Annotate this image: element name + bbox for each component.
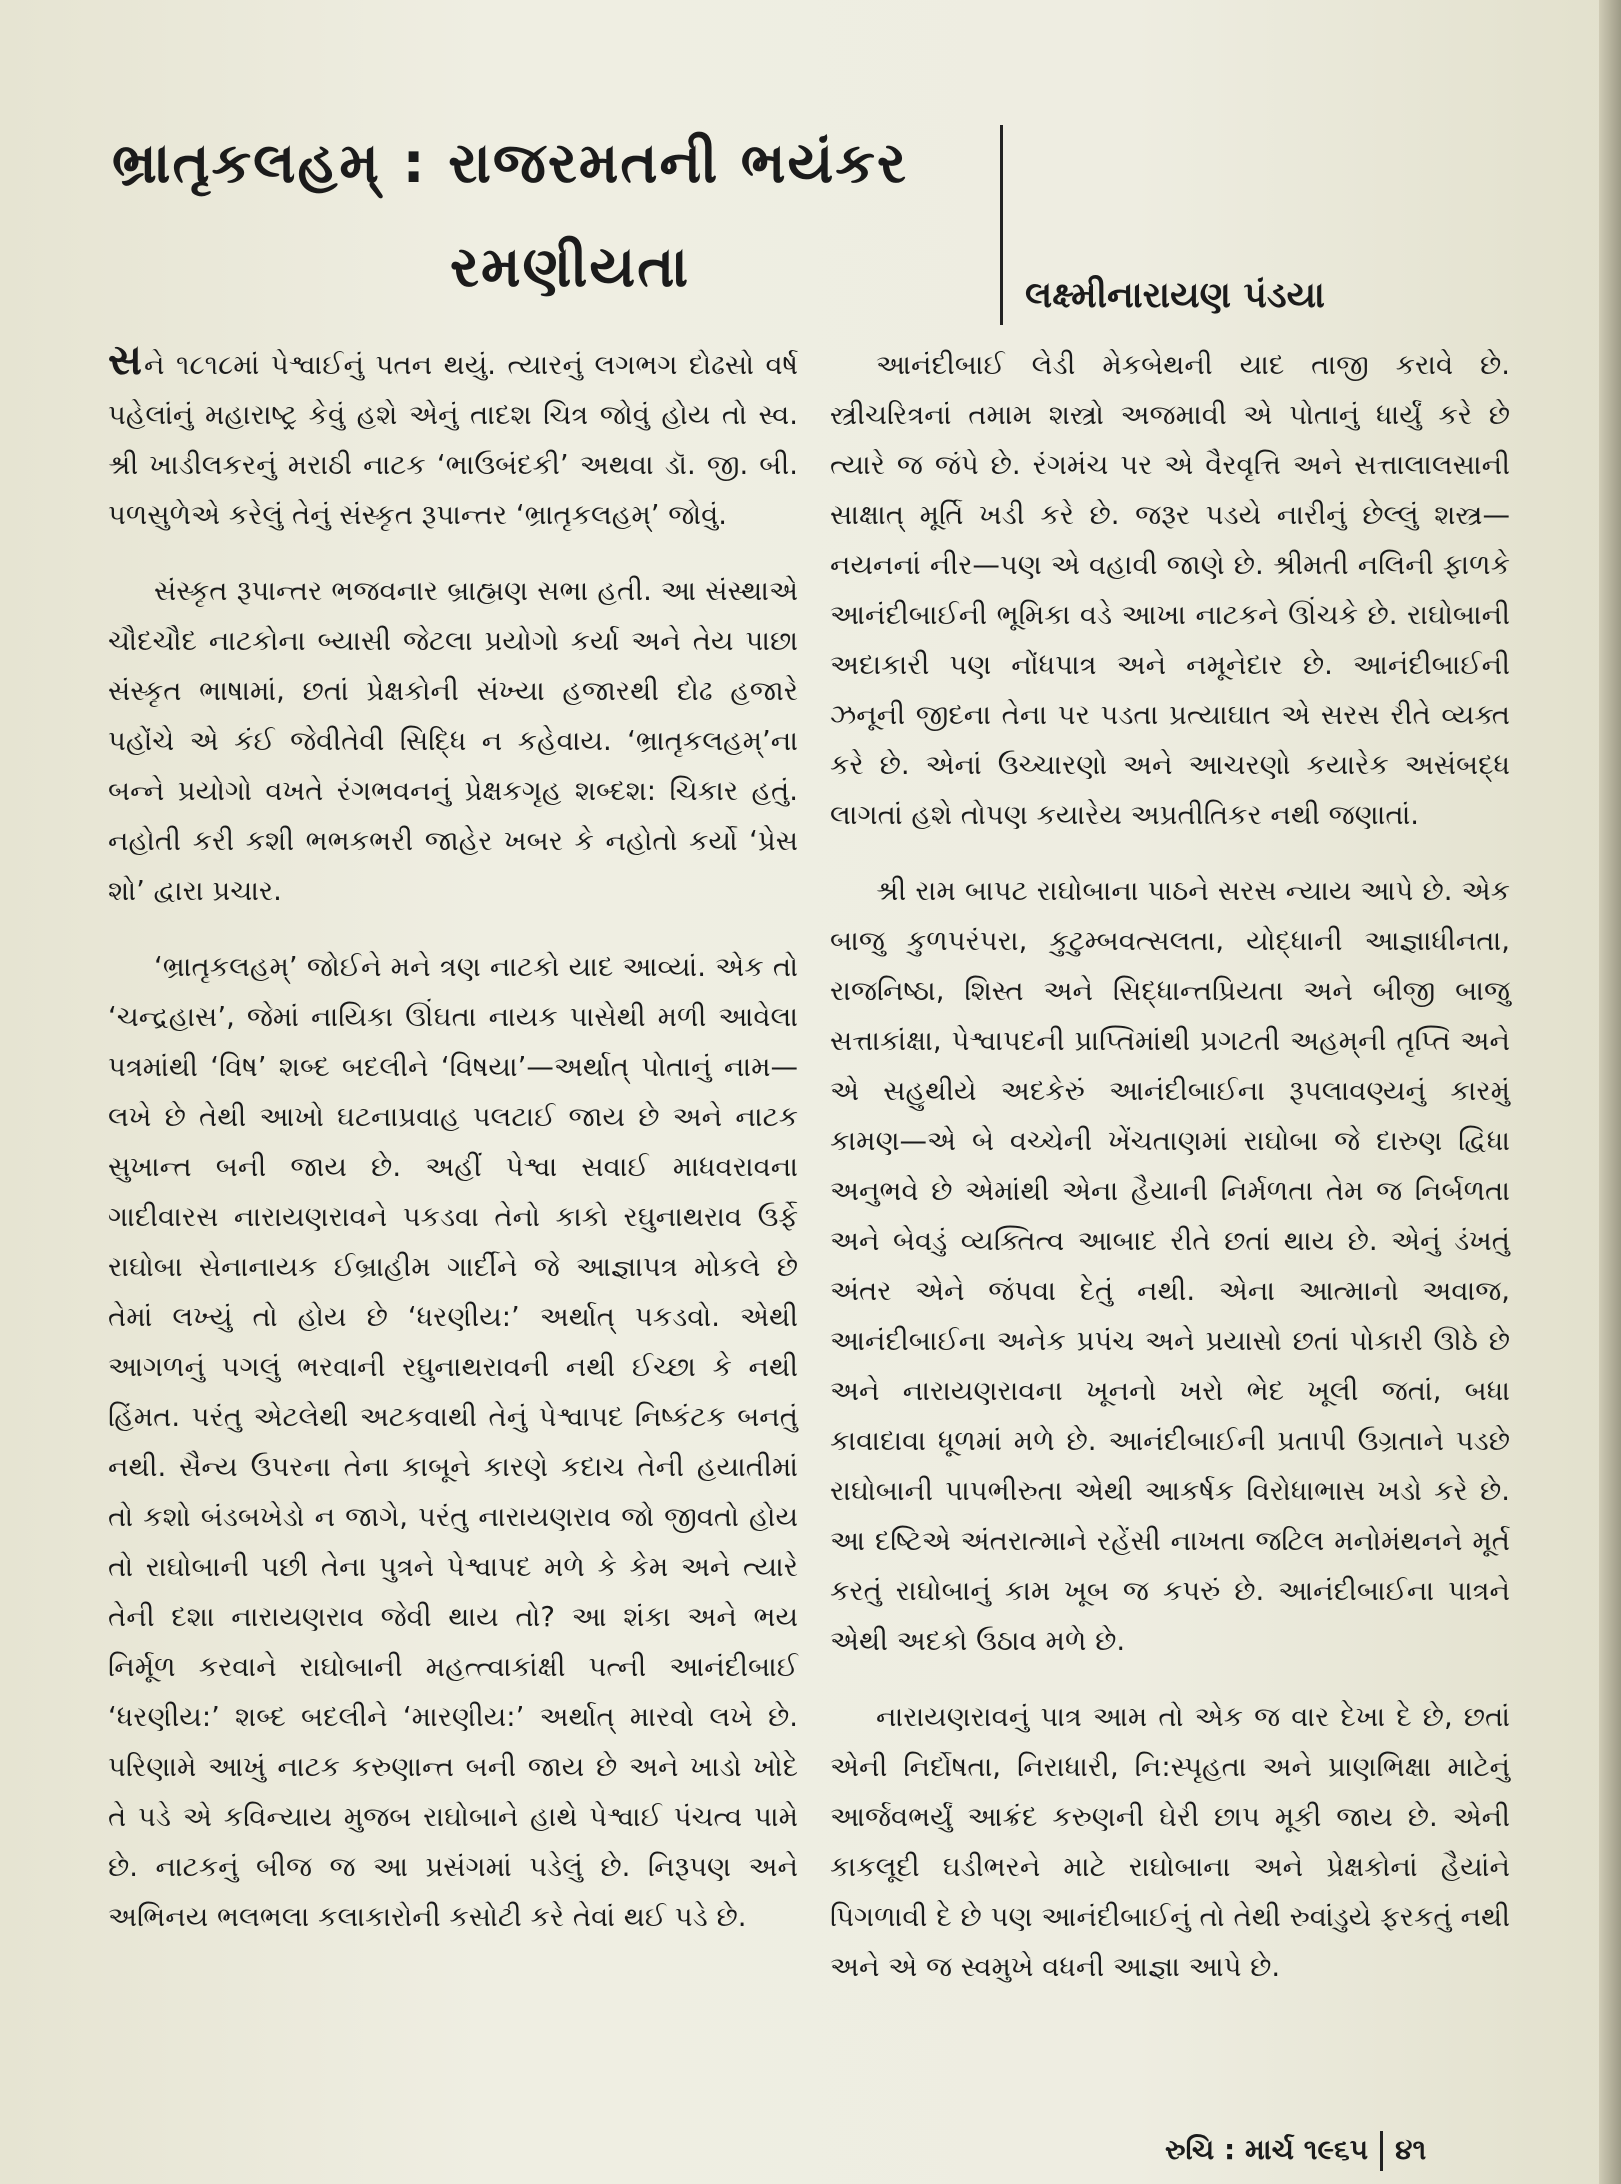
footer-divider: [1380, 2131, 1383, 2171]
drop-cap: સ: [108, 335, 143, 384]
article-title-line2: રમણીયતા: [450, 235, 691, 300]
paragraph: સંસ્કૃત રૂપાન્તર ભજવનાર બ્રાહ્મણ સભા હતી. આ સંસ્થાએ ચૌદચૌદ નાટકોના બ્યાસી જેટલા પ્રયોગો કર્યા અને તેય પાછા સંસ્કૃત ભાષામાં, છતાં પ્રેક્ષકોની સંખ્યા હજારથી દોઢ હજારે પહોંચે એ કંઈ જેવીતેવી સિદ્ધિ ન કહેવાય. ‘ભ્રાતૃકલહમ્’ના બન્ને પ્રયોગો વખતે રંગભવનનું પ્રેક્ષકગૃહ શબ્દશ: ચિકાર હતું. નહોતી કરી કશી ભભકભરી જાહેર ખબર કે નહોતો કર્યો ‘પ્રેસ શો’ દ્વારા પ્રચાર.: [108, 575, 798, 907]
left-column: [108, 335, 798, 1942]
paragraph: આનંદીબાઈ લેડી મેકબેથની યાદ તાજી કરાવે છે. સ્ત્રીચરિત્રનાં તમામ શસ્ત્રો અજમાવી એ પોતાનું ધાર્યું કરે છે ત્યારે જ જંપે છે. રંગમંચ પર એ વૈરવૃત્તિ અને સત્તાલાલસાની સાક્ષાત્ મૂર્તિ ખડી કરે છે. જરૂર પડયે નારીનું છેલ્લું શસ્ત્ર—નયનનાં નીર—પણ એ વહાવી જાણે છે. શ્રીમતી નલિની ફાળકે આનંદીબાઈની ભૂમિકા વડે આખા નાટકને ઊંચકે છે. રાઘોબાની અદાકારી પણ નોંધપાત્ર અને નમૂનેદાર છે. આનંદીબાઈની ઝનૂની જીદના તેના પર પડતા પ્રત્યાઘાત એ સરસ રીતે વ્યક્ત કરે છે. એનાં ઉચ્ચારણો અને આચરણો કયારેક અસંબદ્ધ લાગતાં હશે તોપણ કયારેય અપ્રતીતિકર નથી જણાતાં.: [830, 349, 1510, 831]
page-edge: [1599, 0, 1621, 2184]
title-divider: [1000, 125, 1003, 325]
article-title: ભ્રાતૃકલહમ્ : રાજરમતની ભયંકર: [112, 131, 908, 196]
right-column: [830, 340, 1510, 1992]
page-footer: [1165, 2130, 1565, 2174]
paragraph: શ્રી રામ બાપટ રાઘોબાના પાઠને સરસ ન્યાય આપે છે. એક બાજુ કુળપરંપરા, કુટુમ્બવત્સલતા, યોદ્ધાની આજ્ઞાધીનતા, રાજનિષ્ઠા, શિસ્ત અને સિદ્ધાન્તપ્રિયતા અને બીજી બાજુ સત્તાકાંક્ષા, પેશ્વાપદની પ્રાપ્તિમાંથી પ્રગટતી અહમ્‌ની તૃપ્તિ અને એ સહુથીયે અદકેરું આનંદીબાઈના રૂપલાવણ્યનું કારમું કામણ—એ બે વચ્ચેની ખેંચતાણમાં રાઘોબા જે દારુણ દ્વિધા અનુભવે છે એમાંથી એના હૈયાની નિર્મળતા તેમ જ નિર્બળતા અને બેવડું વ્યક્તિત્વ આબાદ રીતે છતાં થાય છે. એનું ડંખતું અંતર એને જંપવા દેતું નથી. એના આત્માનો અવાજ, આનંદીબાઈના અનેક પ્રપંચ અને પ્રયાસો છતાં પોકારી ઊઠે છે અને નારાયણરાવના ખૂનનો ખરો ભેદ ખૂલી જતાં, બધા કાવાદાવા ધૂળમાં મળે છે. આનંદીબાઈની પ્રતાપી ઉગ્રતાને પડછે રાઘોબાની પાપભીરુતા એથી આકર્ષક વિરોધાભાસ ખડો કરે છે. આ દષ્ટિએ અંતરાત્માને રહેંસી નાખતા જટિલ મનોમંથનને મૂર્ત કરતું રાઘોબાનું કામ ખૂબ જ કપરું છે. આનંદીબાઈના પાત્રને એથી અદકો ઉઠાવ મળે છે.: [830, 875, 1510, 1657]
paragraph: [108, 335, 798, 540]
magazine-issue: રુચિ : માર્ચ ૧૯૬૫: [1165, 2133, 1369, 2166]
paragraph: ‘ભ્રાતૃકલહમ્’ જોઈને મને ત્રણ નાટકો યાદ આવ્યાં. એક તો ‘ચન્દ્રહાસ’, જેમાં નાયિકા ઊંઘતા નાયક પાસેથી મળી આવેલા પત્રમાંથી ‘વિષ’ શબ્દ બદલીને ‘વિષયા’—અર્થાત્ પોતાનું નામ—લખે છે તેથી આખો ઘટનાપ્રવાહ પલટાઈ જાય છે અને નાટક સુખાન્ત બની જાય છે. અહીં પેશ્વા સવાઈ માધવરાવના ગાદીવારસ નારાયણરાવને પકડવા તેનો કાકો રઘુનાથરાવ ઉર્ફે રાઘોબા સેનાનાયક ઈબ્રાહીમ ગાર્દીને જે આજ્ઞાપત્ર મોકલે છે તેમાં લખ્યું તો હોય છે ‘ધરણીય:’ અર્થાત્ પકડવો. એથી આગળનું પગલું ભરવાની રઘુનાથરાવની નથી ઈચ્છા કે નથી હિંમત. પરંતુ એટલેથી અટકવાથી તેનું પેશ્વાપદ નિષ્કંટક બનતું નથી. સૈન્ય ઉપરના તેના કાબૂને કારણે કદાચ તેની હયાતીમાં તો કશો બંડબખેડો ન જાગે, પરંતુ નારાયણરાવ જો જીવતો હોય તો રાઘોબાની પછી તેના પુત્રને પેશ્વાપદ મળે કે કેમ અને ત્યારે તેની દશા નારાયણરાવ જેવી થાય તો? આ શંકા અને ભય નિર્મૂળ કરવાને રાઘોબાની મહત્ત્વાકાંક્ષી પત્ની આનંદીબાઈ ‘ધરણીય:’ શબ્દ બદલીને ‘મારણીય:’ અર્થાત્ મારવો લખે છે. પરિણામે આખું નાટક કરુણાન્ત બની જાય છે અને ખાડો ખોદે તે પડે એ કવિન્યાય મુજબ રાઘોબાને હાથે પેશ્વાઈ પંચત્વ પામે છે. નાટકનું બીજ જ આ પ્રસંગમાં પડેલું છે. નિરૂપણ અને અભિનય ભલભલા કલાકારોની કસોટી કરે તેવાં થઈ પડે છે.: [108, 951, 798, 1933]
author-name: લક્ષ્મીનારાયણ પંડયા: [1025, 275, 1325, 316]
paragraph-text: ને ૧૮૧૮માં પેશ્વાઈનું પતન થયું. ત્યારનું લગભગ દોઢસો વર્ષ પહેલાંનું મહારાષ્ટ્ર કેવું હશે એનું તાદશ ચિત્ર જોવું હોય તો સ્વ. શ્રી ખાડીલકરનું મરાઠી નાટક ‘ભાઉબંદકી’ અથવા ડૉ. જી. બી. પળસુળેએ કરેલું તેનું સંસ્કૃત રૂપાન્તર ‘ભ્રાતૃકલહમ્’ જોવું.: [108, 349, 798, 531]
page-number: ૪૧: [1395, 2133, 1427, 2166]
paragraph: નારાયણરાવનું પાત્ર આમ તો એક જ વાર દેખા દે છે, છતાં એની નિર્દોષતા, નિરાધારી, નિ:સ્પૃહતા અને પ્રાણભિક્ષા માટેનું આર્જવભર્યું આક્રંદ કરુણની ઘેરી છાપ મૂકી જાય છે. એની કાકલૂદી ઘડીભરને માટે રાઘોબાના અને પ્રેક્ષકોનાં હૈયાંને પિગળાવી દે છે પણ આનંદીબાઈનું તો તેથી રુવાંડુયે ફરકતું નથી અને એ જ સ્વમુખે વધની આજ્ઞા આપે છે.: [830, 1701, 1510, 1983]
